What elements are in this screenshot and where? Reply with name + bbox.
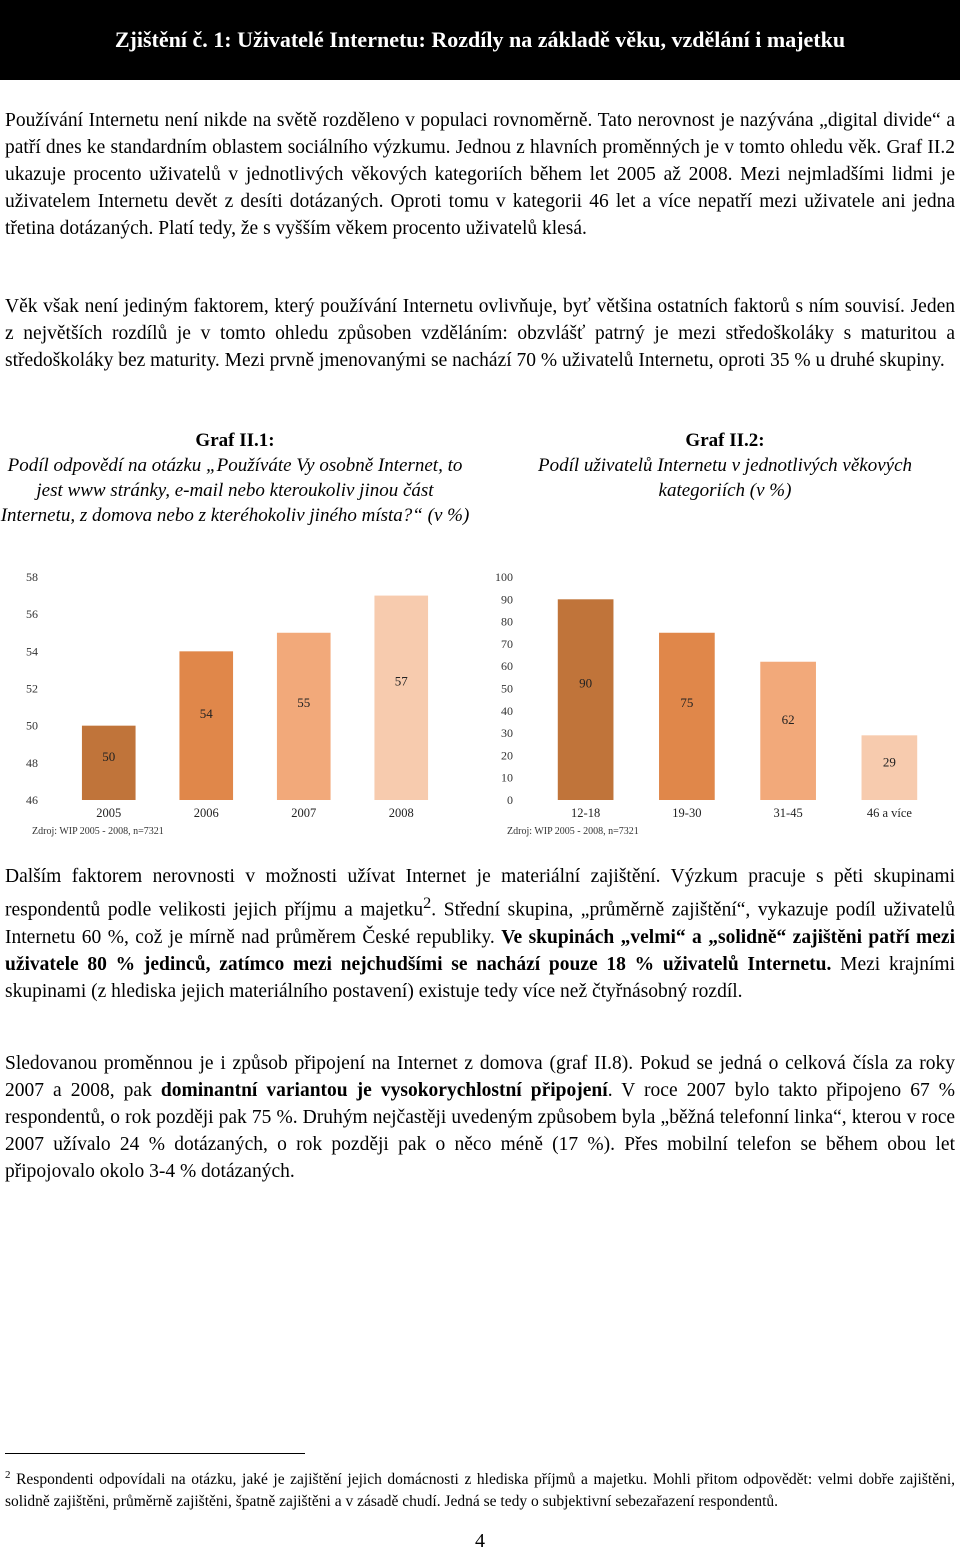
chart2-ytick-9: 90 <box>501 592 513 607</box>
chart1-xtick-2005: 2005 <box>96 806 122 820</box>
paragraph-education: Věk však není jediným faktorem, který používání Internetu ovlivňuje, byť většina ostatních faktorů s ním souvisí. Jeden z největších rozdílů je v tomto ohledu způsoben vzděláním: obzvlášť patrný je mezi středoškoláky s maturitou a středoškoláky bez maturity. Mezi prvně jmenovanými se nachází 70 % uživatelů Internetu, oproti 35 % u druhé skupiny. <box>5 296 955 371</box>
paragraph-material-status <box>5 863 955 1005</box>
footnote-text: Respondenti odpovídali na otázku, jaké je zajištění jejich domácnosti z hlediska příjmů a majetku. Mohli přitom odpovědět: velmi dobře zajištěni, solidně zajištěni, průměrně zajištěni, špatně zajištěni a v zásadě chudí. Jedná se tedy o subjektivní sebezařazení respondentů. <box>5 1471 955 1511</box>
chart2-source: Zdroj: WIP 2005 - 2008, n=7321 <box>507 826 639 837</box>
chart1-value-label-2008: 57 <box>394 673 408 689</box>
chart1-svg <box>20 565 460 840</box>
chart1-ytick-1: 48 <box>26 755 38 770</box>
chart2-bar-31-45 <box>760 662 816 800</box>
chart1-xtick-2008: 2008 <box>388 806 414 820</box>
chart2-xtick-31-45: 31-45 <box>773 806 803 820</box>
chart2-xtick-19-30: 19-30 <box>672 806 702 820</box>
paragraph-connection-type <box>5 1050 955 1185</box>
chart1-ytick-3: 52 <box>26 681 38 696</box>
chart2-value-label-12-18: 90 <box>579 675 593 691</box>
chart1-value-label-2007: 55 <box>297 694 311 710</box>
p3-bold: Ve skupinách „velmi“ a „solidně“ zajištěni patří mezi uživatele 80 % jedinců, zatímco mezi nejchudšími se nachází pouze 18 % uživatelů Internetu. <box>5 926 955 975</box>
chart1-xtick-2006: 2006 <box>193 806 219 820</box>
chart2-ytick-6: 60 <box>501 659 513 674</box>
chart1-ytick-4: 54 <box>26 644 38 659</box>
chart2-value-label-31-45: 62 <box>781 711 795 727</box>
p3-text-1: Dalším faktorem nerovnosti v možnosti užívat Internet je materiální zajištění. Výzkum pracuje s pěti skupinami respondentů podle velikosti jejich příjmu a majetku <box>5 866 955 921</box>
chart1-bar-2006 <box>179 651 233 800</box>
chart2-ytick-5: 50 <box>501 681 513 696</box>
chart1-ytick-2: 50 <box>26 718 38 733</box>
figure2-caption <box>495 428 955 503</box>
chart2-ytick-0: 0 <box>507 793 513 807</box>
chart1-bar-2007 <box>277 633 331 800</box>
paragraph-age-divide: Používání Internetu není nikde na světě rozděleno v populaci rovnoměrně. Tato nerovnost je nazývána „digital divide“ a patří dnes ke standardním oblastem sociálního výzkumu. Jednou z hlavních proměnných je v tomto ohledu věk. Graf II.2 ukazuje procento uživatelů v jednotlivých věkových kategoriích během let 2005 až 2008. Mezi nejmladšími lidmi je uživatelem Internetu devět z desíti dotázaných. Oproti tomu v kategorii 46 let a více nepatří mezi uživatele ani jedna třetina dotázaných. Platí tedy, že s vyšším věkem procento uživatelů klesá. <box>5 110 955 239</box>
chart1-ytick-0: 46 <box>26 793 38 807</box>
chart1-xtick-2007: 2007 <box>291 806 317 820</box>
section-title: Zjištění č. 1: Uživatelé Internetu: Rozdíly na základě věku, vzdělání i majetku <box>114 27 846 52</box>
figure1-caption <box>0 428 470 528</box>
chart2-xtick-12-18: 12-18 <box>571 806 601 820</box>
p4-text-1: Sledovanou proměnnou je i způsob připojení na Internet z domova (graf II.8). Pokud se jedná o celková čísla za roky 2007 a 2008, pak <box>5 1053 955 1101</box>
p3-text-3: Mezi krajními skupinami (z hlediska jejich materiálního postavení) existuje tedy více než čtyřnásobný rozdíl. <box>5 953 956 1002</box>
chart2-svg <box>495 565 950 840</box>
figure1-number: Graf II.1: <box>195 430 275 451</box>
chart2-ytick-10: 100 <box>495 570 513 584</box>
chart-users-by-age <box>495 565 950 840</box>
chart1-ytick-6: 58 <box>26 570 38 584</box>
chart1-value-label-2006: 54 <box>199 705 213 721</box>
chart2-xtick-46 a více: 46 a více <box>866 806 912 820</box>
footnote <box>5 1464 955 1513</box>
footnote-divider <box>5 1453 305 1454</box>
page-number: 4 <box>475 1530 485 1552</box>
figure2-number: Graf II.2: <box>685 430 765 451</box>
p3-text-2: . Střední skupina, „průměrně zajištění“, vykazuje podíl uživatelů Internetu 60 %, což je mírně nad průměrem České republiky. <box>5 899 955 948</box>
chart1-source: Zdroj: WIP 2005 - 2008, n=7321 <box>32 826 164 837</box>
chart2-ytick-8: 80 <box>501 614 513 629</box>
footnote-number: 2 <box>5 1469 11 1481</box>
chart1-bar-2008 <box>374 596 428 800</box>
p4-bold: dominantní variantou je vysokorychlostní připojení <box>160 1080 608 1101</box>
footnote-ref: 2 <box>423 894 432 912</box>
figure1-description: Podíl odpovědí na otázku „Používáte Vy osobně Internet, to jest www stránky, e-mail nebo kteroukoliv jinou část Internetu, z domova nebo z kteréhokoliv jiného místa?“ (v %) <box>0 455 470 526</box>
chart2-bar-19-30 <box>659 633 715 800</box>
chart1-ytick-5: 56 <box>26 607 38 622</box>
chart2-ytick-7: 70 <box>501 636 513 651</box>
chart-internet-use-by-year <box>20 565 460 840</box>
chart2-bar-12-18 <box>558 599 614 800</box>
chart2-ytick-3: 30 <box>501 726 513 741</box>
figure2-description: Podíl uživatelů Internetu v jednotlivých věkových kategoriích (v %) <box>537 455 913 501</box>
section-header <box>0 0 960 80</box>
chart2-value-label-46 a více: 29 <box>882 754 896 770</box>
chart2-ytick-2: 20 <box>501 748 513 763</box>
chart2-ytick-4: 40 <box>501 703 513 718</box>
p4-text-2: . V roce 2007 bylo takto připojeno 67 % respondentů, o rok později pak 75 %. Druhým nejčastěji uvedeným způsobem byla „běžná telefonní linka“, kterou v roce 2007 užívalo 24 % dotázaných, o rok později pak o něco méně (17 %). Přes mobilní telefon se během obou let připojovalo okolo 3-4 % dotázaných. <box>5 1080 956 1182</box>
chart1-value-label-2005: 50 <box>102 748 116 764</box>
chart2-value-label-19-30: 75 <box>680 694 694 710</box>
chart2-ytick-1: 10 <box>501 770 513 785</box>
